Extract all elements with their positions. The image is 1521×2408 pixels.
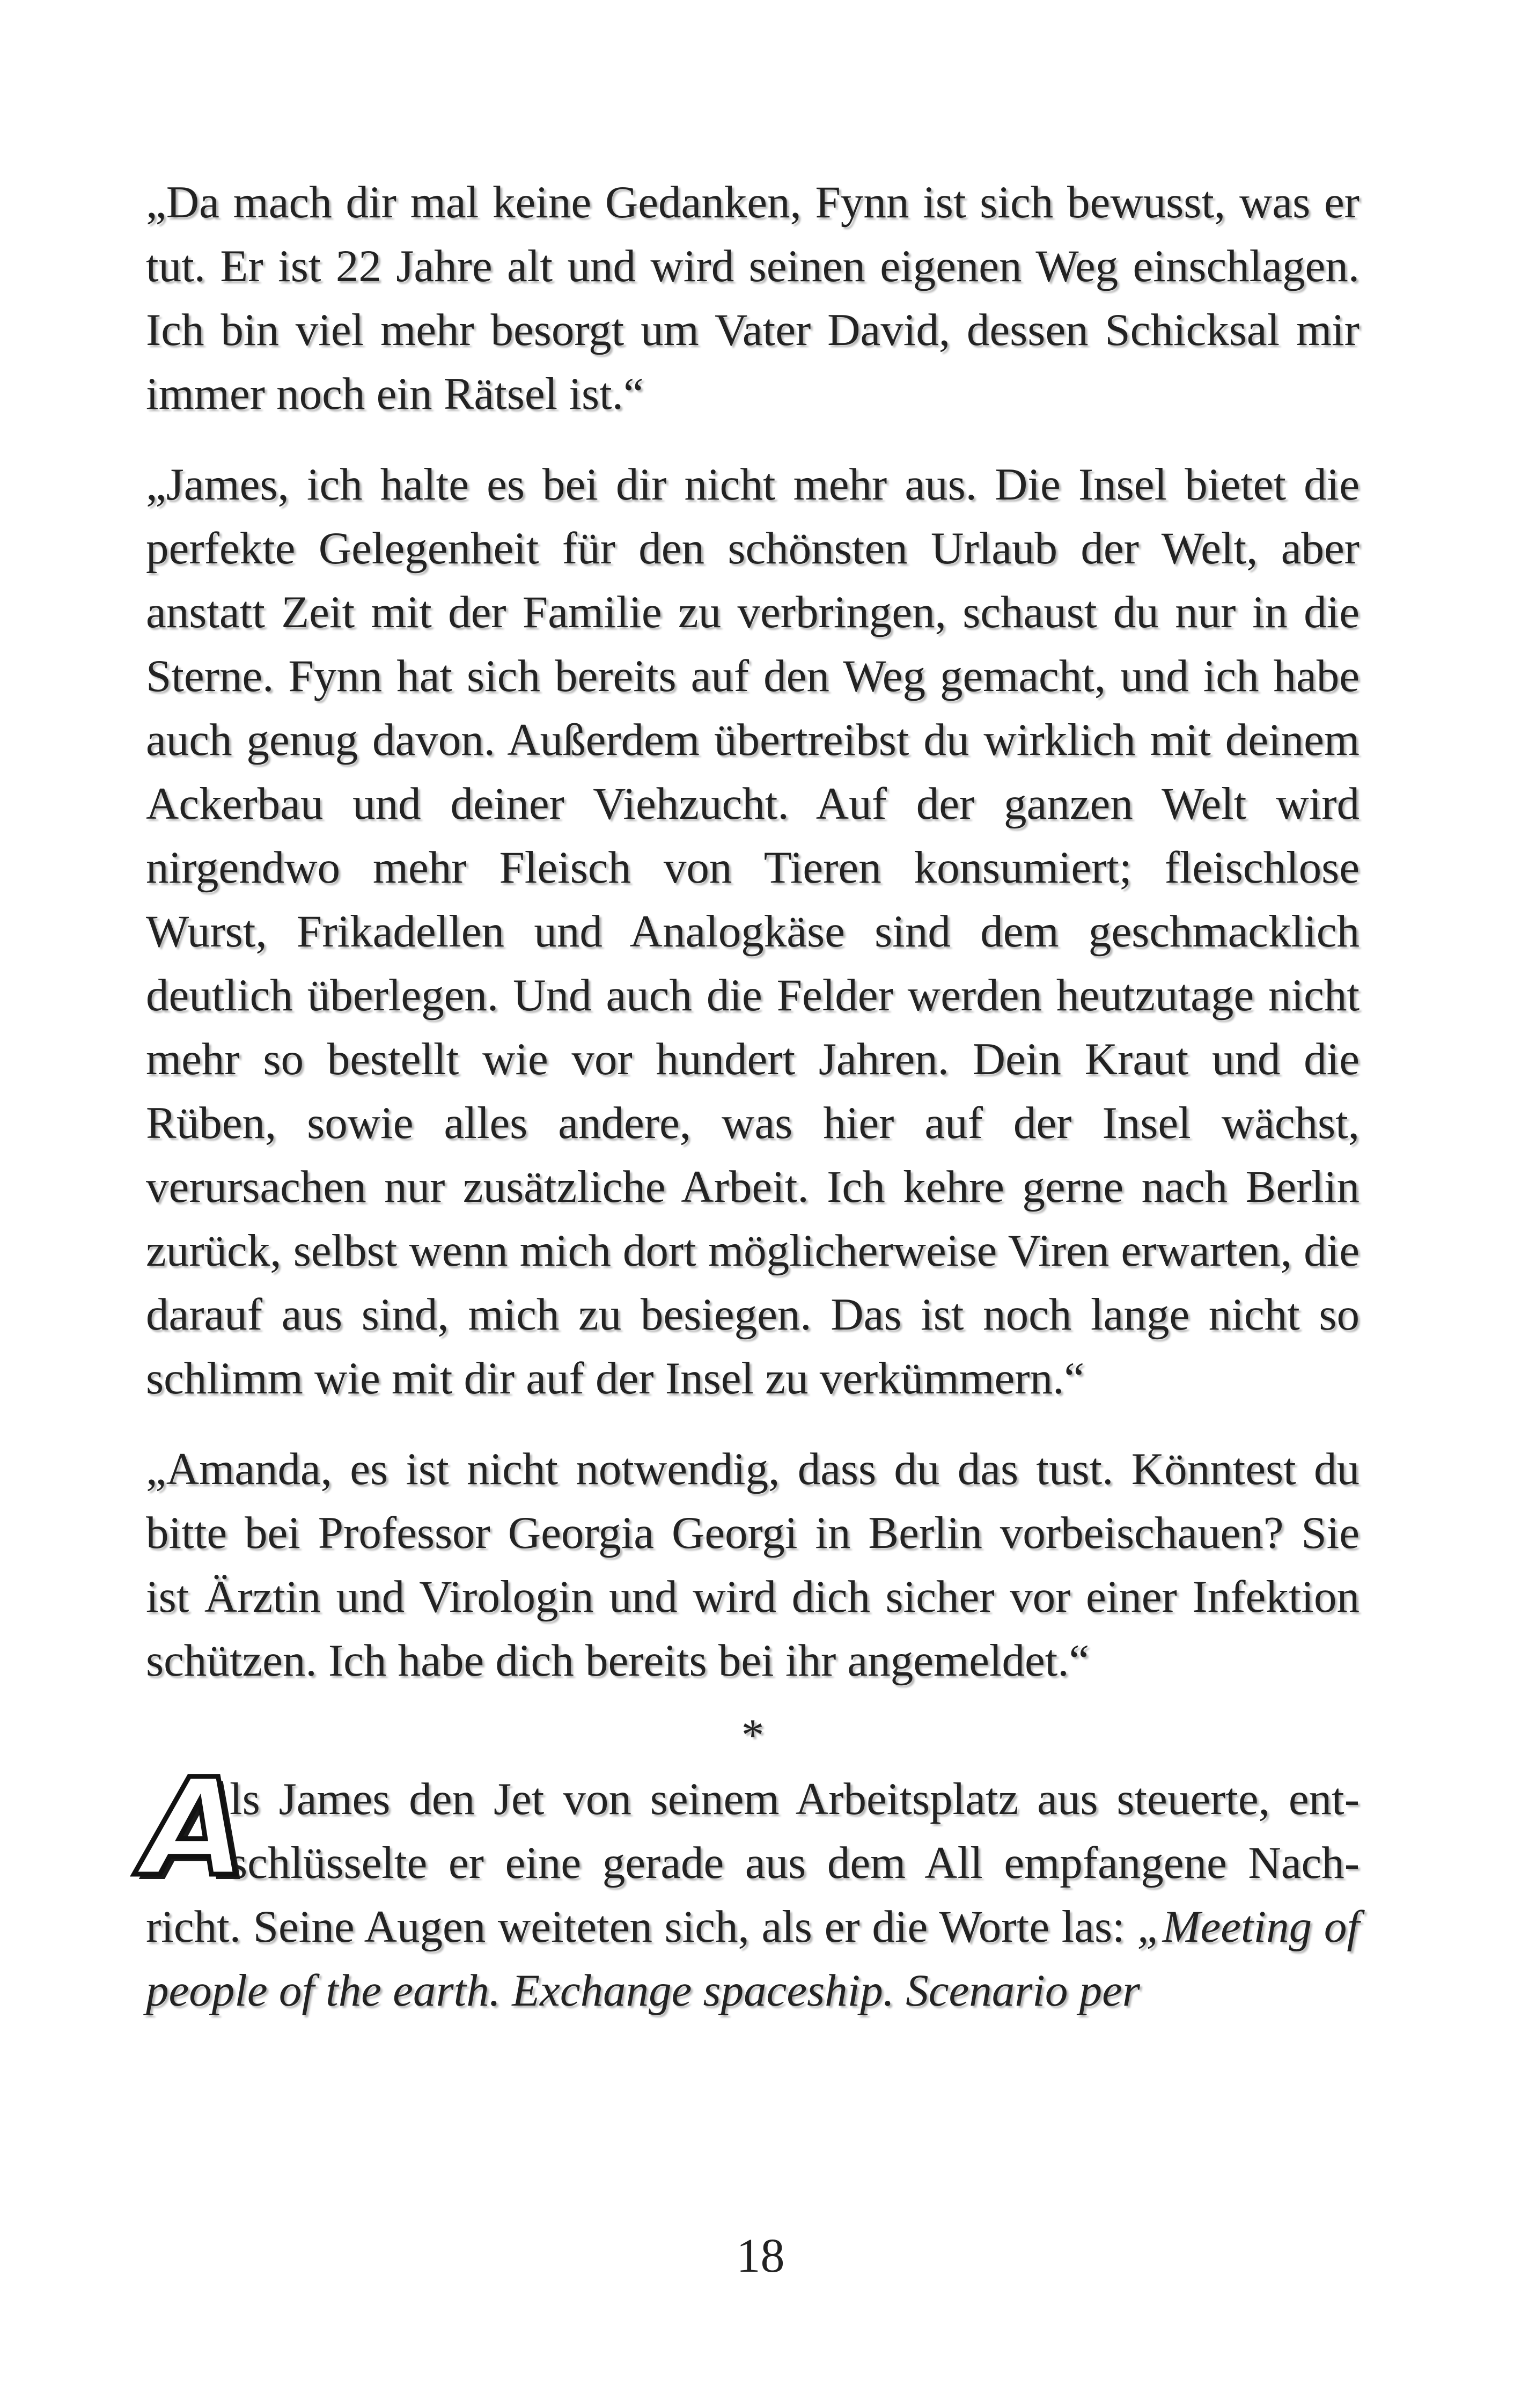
paragraph-3: „Amanda, es ist nicht notwendig, dass du das tust. Könntest du bitte bei Professor Georgia Georgi in Berlin vorbeischauen? Sie ist Ärztin und Virologin und wird dich sicher vor einer Infektion schützen. Ich habe dich bereits bei ihr angemeldet.“ [146, 1444, 1360, 1686]
dropcap-letter: A [143, 1750, 247, 1906]
page-number: 18 [736, 2229, 785, 2282]
paragraph-4-text: ls James den Jet von seinem Arbeitsplatz aus steuerte, entschlüsselte er eine gerade aus dem All empfangene Nachricht. Seine Augen weiteten sich, als er die Worte las: [146, 1774, 1360, 1952]
paragraph-4-italic-quote: „Meeting of people of the earth. Exchange spaceship. Scenario per [146, 1902, 1360, 2016]
paragraph-4 [143, 1750, 1360, 2023]
body-text [143, 171, 1360, 2050]
paragraph-2: „James, ich halte es bei dir nicht mehr aus. Die Insel bietet die perfekte Gelegenheit für den schönsten Urlaub der Welt, aber anstatt Zeit mit der Familie zu verbringen, schaust du nur in die Sterne. Fynn hat sich bereits auf den Weg gemacht, und ich habe auch genug davon. Außerdem übertreibst du wirklich mit deinem Ackerbau und deiner Viehzucht. Auf der ganzen Welt wird nirgendwo mehr Fleisch von Tieren konsumiert; fleischlose Wurst, Frikadellen und Analogkäse sind dem geschmacklich deutlich überlegen. Und auch die Felder werden heutzutage nicht mehr so bestellt wie vor hundert Jahren. Dein Kraut und die Rüben, sowie alles andere, was hier auf der Insel wächst, verursachen nur zusätzliche Arbeit. Ich kehre gerne nach Berlin zurück, selbst wenn mich dort möglicherweise Viren erwarten, die darauf aus sind, mich zu besiegen. Das ist noch lange nicht so schlimm wie mit dir auf der Insel zu verkümmern.“ [146, 459, 1360, 1404]
section-separator: * [741, 1710, 765, 1760]
paragraph-1: „Da mach dir mal keine Gedanken, Fynn ist sich bewusst, was er tut. Er ist 22 Jahre alt und wird seinen eigenen Weg einschlagen. Ich bin viel mehr besorgt um Vater David, dessen Schicksal mir immer noch ein Rätsel ist.“ [146, 177, 1360, 419]
dropcap [143, 1750, 247, 1906]
